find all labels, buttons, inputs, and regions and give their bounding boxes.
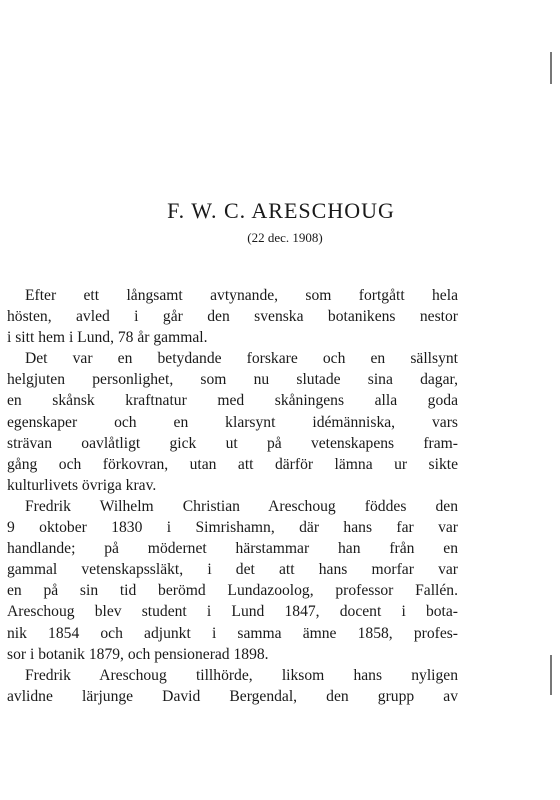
body-line: nik 1854 och adjunkt i samma ämne 1858, profes- <box>7 624 458 642</box>
body-line: hösten, avled i går den svenska botanikens nestor <box>7 308 458 326</box>
body-line: en skånsk kraftnatur med skåningens alla goda <box>7 392 458 410</box>
body-line: sor i botanik 1879, och pensionerad 1898. <box>7 645 269 663</box>
body-line: helgjuten personlighet, som nu slutade sina dagar, <box>7 371 458 389</box>
body-line: Areschoug blev student i Lund 1847, docent i bota- <box>7 603 458 621</box>
body-line: gång och förkovran, utan att därför lämna ur sikte <box>7 455 458 473</box>
scan-edge-mark <box>550 52 552 84</box>
body-line: handlande; på mödernet härstammar han från en <box>7 540 458 558</box>
body-line: i sitt hem i Lund, 78 år gammal. <box>7 329 208 347</box>
body-line: Fredrik Wilhelm Christian Areschoug föddes den <box>25 497 458 515</box>
body-line: Efter ett långsamt avtynande, som fortgått hela <box>25 287 458 304</box>
article-body <box>7 285 458 707</box>
body-line: Fredrik Areschoug tillhörde, liksom hans nyligen <box>25 666 458 684</box>
article-title: F. W. C. ARESCHOUG <box>167 198 395 223</box>
body-line: 9 oktober 1830 i Simrishamn, där hans far var <box>7 519 458 537</box>
article-date: (22 dec. 1908) <box>247 230 323 245</box>
body-line: gammal vetenskapssläkt, i det att hans morfar var <box>7 561 458 579</box>
body-line: strävan oavlåtligt gick ut på vetenskapens fram- <box>7 434 458 452</box>
body-line: avlidne lärjunge David Bergendal, den grupp av <box>7 687 458 705</box>
body-line: kulturlivets övriga krav. <box>7 476 157 494</box>
body-line: egenskaper och en klarsynt idémänniska, vars <box>7 413 458 431</box>
scan-edge-mark <box>550 655 552 695</box>
body-line: en på sin tid berömd Lundazoolog, professor Fallén. <box>7 582 458 600</box>
body-line: Det var en betydande forskare och en sällsynt <box>25 350 458 368</box>
